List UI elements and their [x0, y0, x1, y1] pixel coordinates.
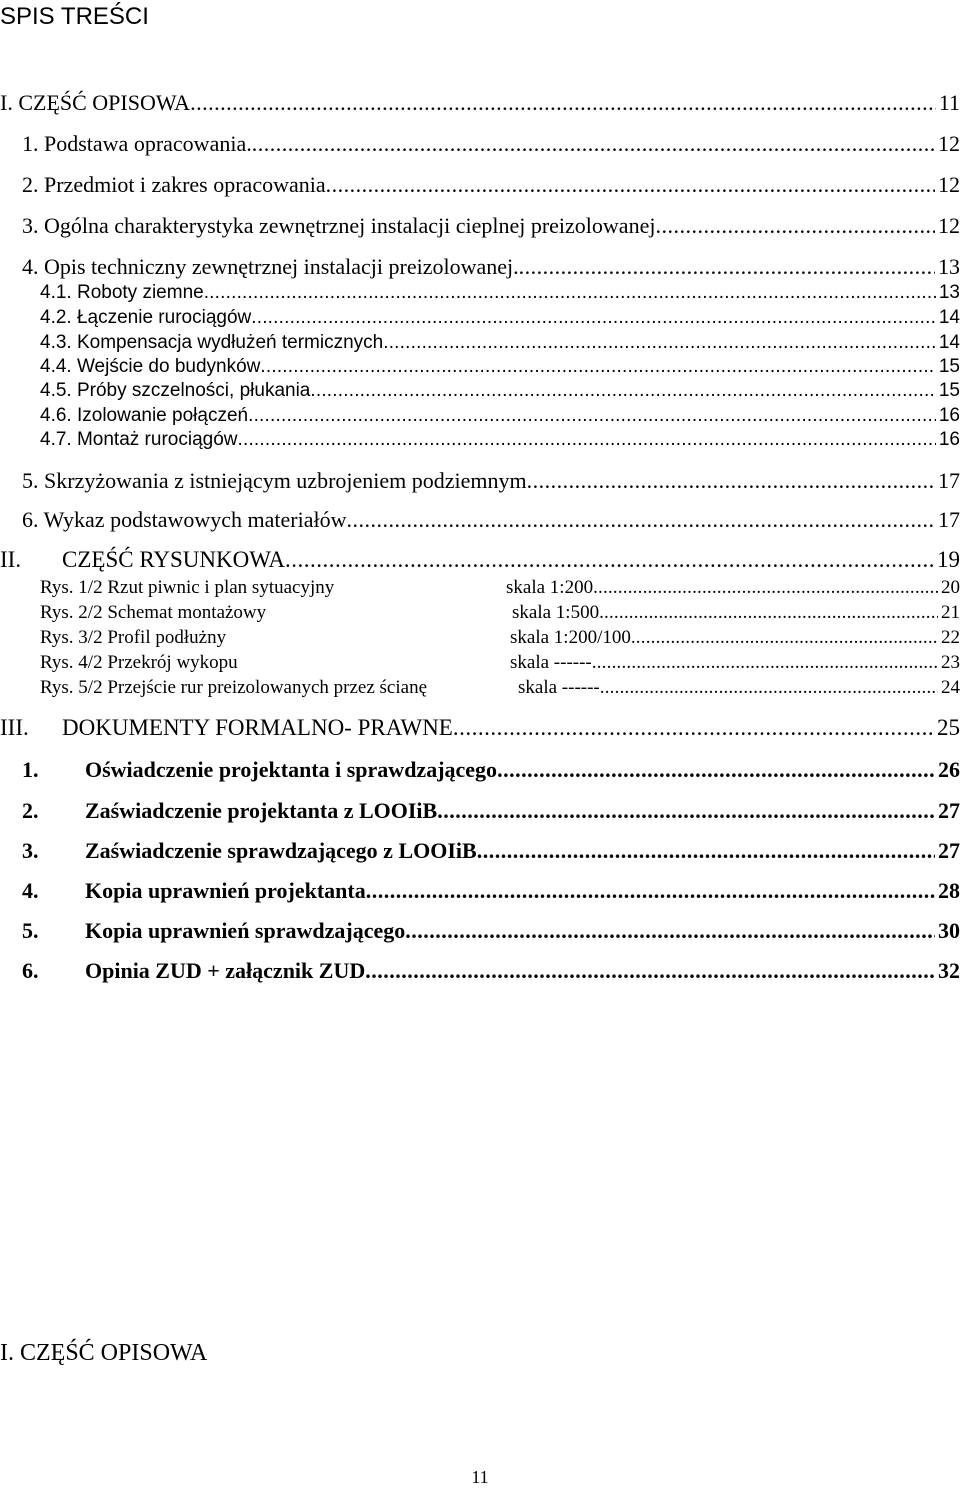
dot-leader [519, 253, 935, 281]
toc-entry-page: 26 [938, 757, 960, 782]
toc-entry-s1[interactable] [22, 130, 960, 158]
toc-entry-s41[interactable] [40, 281, 960, 305]
toc-entry-s46[interactable] [40, 404, 960, 428]
toc-entry-page: 22 [941, 627, 960, 648]
toc-entry-label: 4.7. Montaż rurociągów [40, 429, 238, 450]
toc-entry-rys1[interactable] [40, 576, 960, 600]
toc-entry-scale: skala 1:200/100 [510, 627, 631, 648]
dot-leader [260, 355, 935, 379]
toc-entry-label: Rys. 3/2 Profil podłużny [40, 627, 227, 648]
dot-leader [365, 957, 935, 985]
toc-entry-label: 1. Podstawa opracowania. [22, 131, 252, 156]
toc-entry-d4[interactable] [22, 877, 960, 905]
toc-entry-number: 5. [22, 918, 39, 943]
toc-entry-label: I. CZĘŚĆ OPISOWA [0, 90, 191, 115]
toc-entry-page: 28 [938, 878, 960, 903]
toc-entry-label: Zaświadczenie sprawdzającego z LOOIiB [85, 838, 477, 863]
toc-entry-s43[interactable] [40, 331, 960, 355]
toc-entry-label: Kopia uprawnień projektanta [85, 878, 366, 903]
toc-entry-scale: skala ------ [510, 652, 592, 673]
toc-entry-page: 21 [941, 602, 960, 623]
toc-entry-label: 4.2. Łączenie rurociągów [40, 307, 252, 328]
toc-entry-part2[interactable] [0, 546, 960, 574]
toc-entry-page: 14 [938, 307, 960, 328]
toc-title: SPIS TREŚCI [0, 3, 149, 30]
toc-entry-page: 15 [938, 356, 960, 377]
dot-leader [599, 601, 938, 625]
toc-entry-page: 24 [941, 677, 960, 698]
toc-entry-label: Rys. 2/2 Schemat montażowy [40, 602, 267, 623]
toc-entry-label: 3. Ogólna charakterystyka zewnętrznej instalacji cieplnej preizolowanej [22, 213, 656, 238]
toc-entry-page: 27 [938, 798, 960, 823]
toc-entry-s47[interactable] [40, 428, 960, 452]
toc-entry-page: 15 [938, 380, 960, 401]
section-heading: I. CZĘŚĆ OPISOWA [0, 1340, 208, 1366]
toc-entry-label: Kopia uprawnień sprawdzającego [85, 918, 406, 943]
toc-entry-page: 16 [938, 429, 960, 450]
toc-entry-label: 4.1. Roboty ziemne [40, 282, 204, 303]
page-number: 11 [471, 1467, 489, 1487]
dot-leader [593, 576, 938, 600]
dot-leader [248, 404, 936, 428]
toc-entry-page: 32 [938, 958, 960, 983]
toc-entry-page: 13 [938, 254, 960, 279]
toc-entry-s5[interactable] [22, 467, 960, 495]
toc-entry-d1[interactable] [22, 756, 960, 784]
toc-entry-label: Zaświadczenie projektanta z LOOIiB [85, 798, 438, 823]
toc-entry-label: 4.4. Wejście do budynków [40, 356, 261, 377]
dot-leader [326, 171, 935, 199]
toc-entry-label: Rys. 5/2 Przejście rur preizolowanych przez ścianę [40, 677, 428, 698]
dot-leader [238, 428, 936, 452]
dot-leader [347, 506, 935, 534]
dot-leader [383, 331, 936, 355]
toc-entry-page: 20 [941, 577, 960, 598]
toc-entry-number: 1. [22, 757, 39, 782]
toc-entry-s45[interactable] [40, 379, 960, 403]
toc-entry-scale: skala 1:500 [512, 602, 600, 623]
dot-leader [453, 714, 934, 742]
toc-entry-label: 4. Opis techniczny zewnętrznej instalacji preizolowanej. [22, 254, 519, 279]
toc-entry-rys4[interactable] [40, 651, 960, 675]
toc-entry-label: Rys. 1/2 Rzut piwnic i plan sytuacyjny [40, 577, 335, 598]
toc-entry-part1[interactable] [0, 89, 960, 117]
toc-entry-page: 14 [938, 332, 960, 353]
dot-leader [477, 837, 935, 865]
toc-entry-s42[interactable] [40, 306, 960, 330]
dot-leader [252, 130, 935, 158]
toc-entry-page: 12 [938, 172, 960, 197]
dot-leader [631, 626, 938, 650]
toc-entry-label: DOKUMENTY FORMALNO- PRAWNE [62, 715, 453, 740]
toc-entry-label: Opinia ZUD + załącznik ZUD [85, 958, 366, 983]
toc-entry-number: 4. [22, 878, 39, 903]
toc-entry-page: 25 [937, 715, 960, 740]
dot-leader [405, 917, 935, 945]
toc-entry-s3[interactable] [22, 212, 960, 240]
toc-entry-s44[interactable] [40, 355, 960, 379]
dot-leader [437, 797, 935, 825]
toc-entry-rys5[interactable] [40, 676, 960, 700]
toc-entry-s6[interactable] [22, 506, 960, 534]
toc-entry-page: 12 [938, 131, 960, 156]
toc-entry-s4[interactable] [22, 253, 960, 281]
toc-entry-page: 17 [938, 468, 960, 493]
toc-entry-label: 4.6. Izolowanie połączeń [40, 405, 249, 426]
dot-leader [204, 281, 936, 305]
dot-leader [497, 756, 935, 784]
toc-entry-number: II. [0, 547, 22, 572]
toc-entry-label: CZĘŚĆ RYSUNKOWA [62, 547, 286, 572]
dot-leader [190, 89, 936, 117]
toc-entry-page: 27 [938, 838, 960, 863]
toc-entry-label: Oświadczenie projektanta i sprawdzającego [85, 757, 498, 782]
dot-leader [285, 546, 934, 574]
toc-entry-number: 6. [22, 958, 39, 983]
dot-leader [366, 877, 935, 905]
toc-entry-d3[interactable] [22, 837, 960, 865]
toc-entry-page: 13 [938, 282, 960, 303]
toc-entry-page: 16 [938, 405, 960, 426]
toc-entry-label: 6. Wykaz podstawowych materiałów [22, 507, 347, 532]
toc-entry-d2[interactable] [22, 797, 960, 825]
dot-leader [251, 306, 936, 330]
toc-entry-part3[interactable] [0, 714, 960, 742]
dot-leader [600, 676, 938, 700]
toc-entry-label: 2. Przedmiot i zakres opracowania [22, 172, 326, 197]
toc-entry-label: 5. Skrzyżowania z istniejącym uzbrojeniem podziemnym [22, 468, 527, 493]
dot-leader [527, 467, 935, 495]
toc-entry-d6[interactable] [22, 957, 960, 985]
toc-entry-rys2[interactable] [40, 601, 960, 625]
dot-leader [310, 379, 935, 403]
dot-leader [592, 651, 938, 675]
toc-entry-page: 19 [937, 547, 960, 572]
toc-entry-d5[interactable] [22, 917, 960, 945]
toc-entry-s2[interactable] [22, 171, 960, 199]
toc-entry-scale: skala 1:200 [506, 577, 594, 598]
toc-entry-number: III. [0, 715, 29, 740]
toc-entry-number: 3. [22, 838, 39, 863]
toc-entry-rys3[interactable] [40, 626, 960, 650]
toc-entry-page: 17 [938, 507, 960, 532]
toc-entry-page: 11 [938, 90, 960, 115]
toc-entry-scale: skala ------ [518, 677, 600, 698]
toc-entry-label: 4.3. Kompensacja wydłużeń termicznych [40, 332, 384, 353]
toc-entry-page: 30 [938, 918, 960, 943]
dot-leader [655, 212, 935, 240]
toc-entry-label: 4.5. Próby szczelności, płukania [40, 380, 311, 401]
toc-entry-page: 23 [941, 652, 960, 673]
toc-entry-page: 12 [938, 213, 960, 238]
toc-entry-number: 2. [22, 798, 39, 823]
toc-entry-label: Rys. 4/2 Przekrój wykopu [40, 652, 238, 673]
